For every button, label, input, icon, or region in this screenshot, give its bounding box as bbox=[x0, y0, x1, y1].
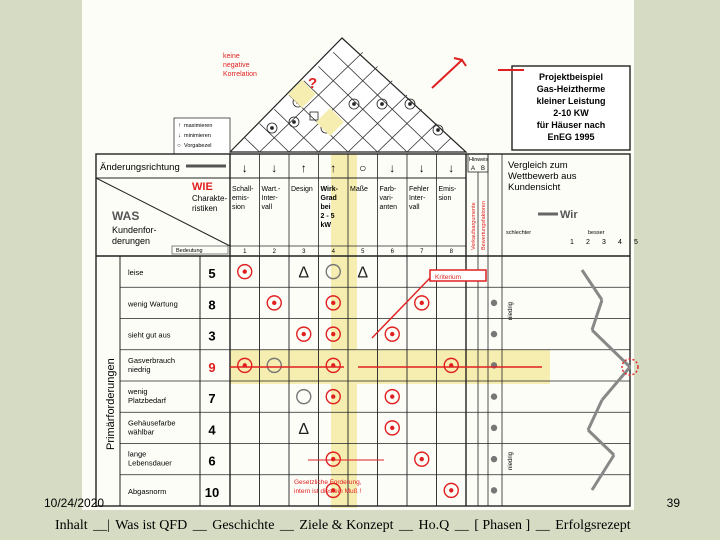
navigation-bar bbox=[55, 518, 633, 534]
requirement-weight: 4 bbox=[208, 422, 216, 438]
column-label: vall bbox=[409, 204, 420, 211]
column-number: 8 bbox=[449, 249, 453, 255]
matrix-frame bbox=[96, 154, 630, 506]
column-label: Design bbox=[291, 186, 313, 193]
nav-erfolgsrezept[interactable]: Erfolgsrezept bbox=[555, 518, 631, 533]
column-label: sion bbox=[232, 204, 245, 211]
nav-separator: __| bbox=[89, 518, 110, 533]
primaer-label: Primärforderungen bbox=[105, 358, 117, 450]
column-number: 4 bbox=[331, 249, 335, 255]
column-label: vari- bbox=[379, 195, 394, 202]
column-label: Farb- bbox=[379, 186, 397, 193]
requirement-label: Lebensdauer bbox=[128, 458, 172, 468]
charakteristiken-line1: Charakte- bbox=[192, 194, 228, 203]
column-number: 1 bbox=[243, 249, 247, 255]
example-line: 2-10 KW bbox=[553, 108, 589, 118]
wie-label: WIE bbox=[192, 181, 213, 193]
scale-number: 1 bbox=[570, 239, 574, 246]
kundenforderungen-line2: derungen bbox=[112, 236, 151, 246]
column-label: Fehler bbox=[409, 186, 429, 193]
requirement-rows bbox=[120, 256, 630, 506]
roof-arrow bbox=[432, 58, 466, 88]
house-of-quality-diagram bbox=[82, 0, 638, 510]
requirement-label: wenig bbox=[128, 387, 148, 396]
question-mark: ? bbox=[308, 75, 318, 92]
column-number: 2 bbox=[272, 249, 276, 255]
column-number: 7 bbox=[420, 249, 424, 255]
column-label: Schall- bbox=[232, 186, 254, 193]
niedrig-label: niedrig bbox=[508, 301, 514, 320]
legend-down-icon: ↓ bbox=[178, 133, 181, 139]
column-label: kW bbox=[320, 222, 331, 229]
hinweis-b: B bbox=[481, 166, 486, 172]
requirement-label: Abgasnorm bbox=[128, 486, 167, 496]
niedrig-label: niedrig bbox=[508, 451, 514, 470]
direction-arrow-icon: ↓ bbox=[241, 161, 248, 175]
column-label: 2 - 5 bbox=[320, 213, 335, 220]
column-label: sion bbox=[438, 195, 452, 202]
svg-text:Δ: Δ bbox=[298, 420, 310, 438]
example-line: für Häuser nach bbox=[536, 120, 606, 130]
nav-separator: __ bbox=[532, 518, 550, 533]
column-label: Inter- bbox=[261, 195, 278, 202]
column-number: 3 bbox=[302, 249, 306, 255]
scale-number: 3 bbox=[602, 239, 606, 246]
example-line: kleiner Leistung bbox=[536, 96, 606, 106]
target-note-line1: Gesetzliche Forderung, bbox=[294, 479, 362, 486]
legend-max: maximieren bbox=[184, 123, 213, 129]
requirement-weight: 8 bbox=[208, 297, 216, 313]
verkaufsargumente-label: Verkaufsargumente bbox=[471, 202, 477, 250]
vergleich-line1: Vergleich zum bbox=[508, 160, 568, 171]
target-note-line2: intern ist dies ein Muß ! bbox=[294, 488, 362, 495]
direction-label: Änderungsrichtung bbox=[100, 162, 180, 173]
corr-note-line1: keine bbox=[223, 53, 240, 60]
charakteristiken-line2: ristiken bbox=[192, 204, 218, 213]
requirement-weight: 9 bbox=[208, 359, 216, 375]
requirement-weight: 5 bbox=[208, 266, 216, 281]
vergleich-line3: Kundensicht bbox=[508, 182, 561, 193]
example-line: Gas-Heiztherme bbox=[536, 84, 606, 94]
hinweis-a: A bbox=[471, 166, 476, 172]
legend-up-icon: ↑ bbox=[178, 123, 181, 129]
column-label: bei bbox=[320, 204, 331, 211]
column-label: Emis- bbox=[438, 186, 457, 193]
nav-phasen[interactable]: [ Phasen ] bbox=[474, 518, 531, 533]
direction-arrow-icon: ↓ bbox=[271, 161, 278, 175]
besser-label: besser bbox=[588, 230, 605, 236]
requirement-label: niedrig bbox=[128, 364, 151, 374]
requirement-label: Gehäusefarbe bbox=[128, 418, 176, 428]
svg-text:Δ: Δ bbox=[357, 264, 369, 282]
column-label: Inter- bbox=[409, 195, 426, 202]
nav-inhalt[interactable]: Inhalt bbox=[55, 518, 88, 533]
direction-arrow-icon: ↑ bbox=[300, 161, 307, 175]
requirement-weight: 7 bbox=[208, 391, 216, 406]
scale-number: 4 bbox=[618, 239, 622, 246]
legend-min: minimieren bbox=[184, 133, 211, 139]
vergleich-line2: Wettbewerb aus bbox=[508, 171, 577, 182]
page-number: 39 bbox=[666, 496, 680, 510]
requirement-label: sieht gut aus bbox=[128, 330, 171, 340]
nav-hoq[interactable]: Ho.Q bbox=[418, 518, 450, 533]
column-label: anten bbox=[379, 204, 398, 211]
column-label: Maße bbox=[350, 186, 368, 193]
direction-arrow-icon: ↓ bbox=[448, 161, 455, 175]
legend-circle-icon: ○ bbox=[177, 143, 181, 149]
example-line: EnEG 1995 bbox=[547, 132, 595, 142]
requirement-label: leise bbox=[128, 268, 144, 277]
nav-ziele-konzept[interactable]: Ziele & Konzept bbox=[299, 518, 394, 533]
scale-numbers bbox=[570, 239, 638, 246]
svg-text:Δ: Δ bbox=[298, 264, 310, 282]
column-number: 6 bbox=[390, 249, 394, 255]
direction-arrow-icon: ○ bbox=[359, 161, 367, 175]
requirement-label: wählbar bbox=[128, 427, 155, 437]
was-label: WAS bbox=[112, 209, 140, 223]
requirement-weight: 6 bbox=[208, 453, 216, 469]
requirement-label: wenig Wartung bbox=[128, 299, 178, 309]
direction-arrow-icon: ↓ bbox=[389, 161, 396, 175]
corr-note-line3: Korrelation bbox=[223, 71, 257, 78]
kundenforderungen-line1: Kundenfor- bbox=[112, 225, 157, 235]
requirement-weight: 3 bbox=[208, 328, 216, 344]
column-label: Wirk- bbox=[320, 186, 338, 193]
nav-separator: __ bbox=[189, 518, 207, 533]
nav-was-ist-qfd[interactable]: Was ist QFD bbox=[115, 518, 188, 533]
nav-separator: __ bbox=[395, 518, 413, 533]
requirement-label: lange bbox=[128, 449, 147, 459]
schlechter-label: schlechter bbox=[506, 230, 532, 236]
column-number: 5 bbox=[361, 249, 365, 255]
kriterium-label: Kriterium bbox=[435, 274, 462, 281]
legend-target: Vorgabezel bbox=[184, 143, 212, 149]
column-label: emis- bbox=[232, 195, 250, 202]
hinweis-label: Hinweis bbox=[469, 157, 489, 163]
nav-separator: __ bbox=[276, 518, 294, 533]
requirement-label: Platzbedarf bbox=[128, 396, 166, 405]
corr-note-line2: negative bbox=[223, 62, 250, 69]
direction-arrow-icon: ↓ bbox=[418, 161, 425, 175]
example-line: Projektbeispiel bbox=[538, 72, 604, 82]
house-of-quality-figure bbox=[82, 0, 638, 510]
nav-separator: __ bbox=[451, 518, 469, 533]
footer-date: 10/24/2020 bbox=[44, 496, 105, 510]
column-label: vall bbox=[261, 204, 273, 211]
bedeutung-label: Bedeutung bbox=[176, 248, 203, 254]
scale-number: 2 bbox=[586, 239, 590, 246]
requirement-weight: 10 bbox=[204, 484, 220, 500]
bewertungsfaktoren-label: Bewertungsfaktoren bbox=[481, 201, 487, 250]
requirement-label: Gasverbrauch bbox=[128, 355, 176, 365]
column-label: Wart.- bbox=[261, 186, 281, 193]
nav-geschichte[interactable]: Geschichte bbox=[212, 518, 275, 533]
direction-arrow-icon: ↑ bbox=[330, 161, 337, 175]
column-label: Grad bbox=[320, 195, 337, 202]
wir-label: Wir bbox=[560, 209, 578, 221]
column-highlight bbox=[331, 154, 357, 508]
scale-number: 5 bbox=[634, 239, 638, 246]
